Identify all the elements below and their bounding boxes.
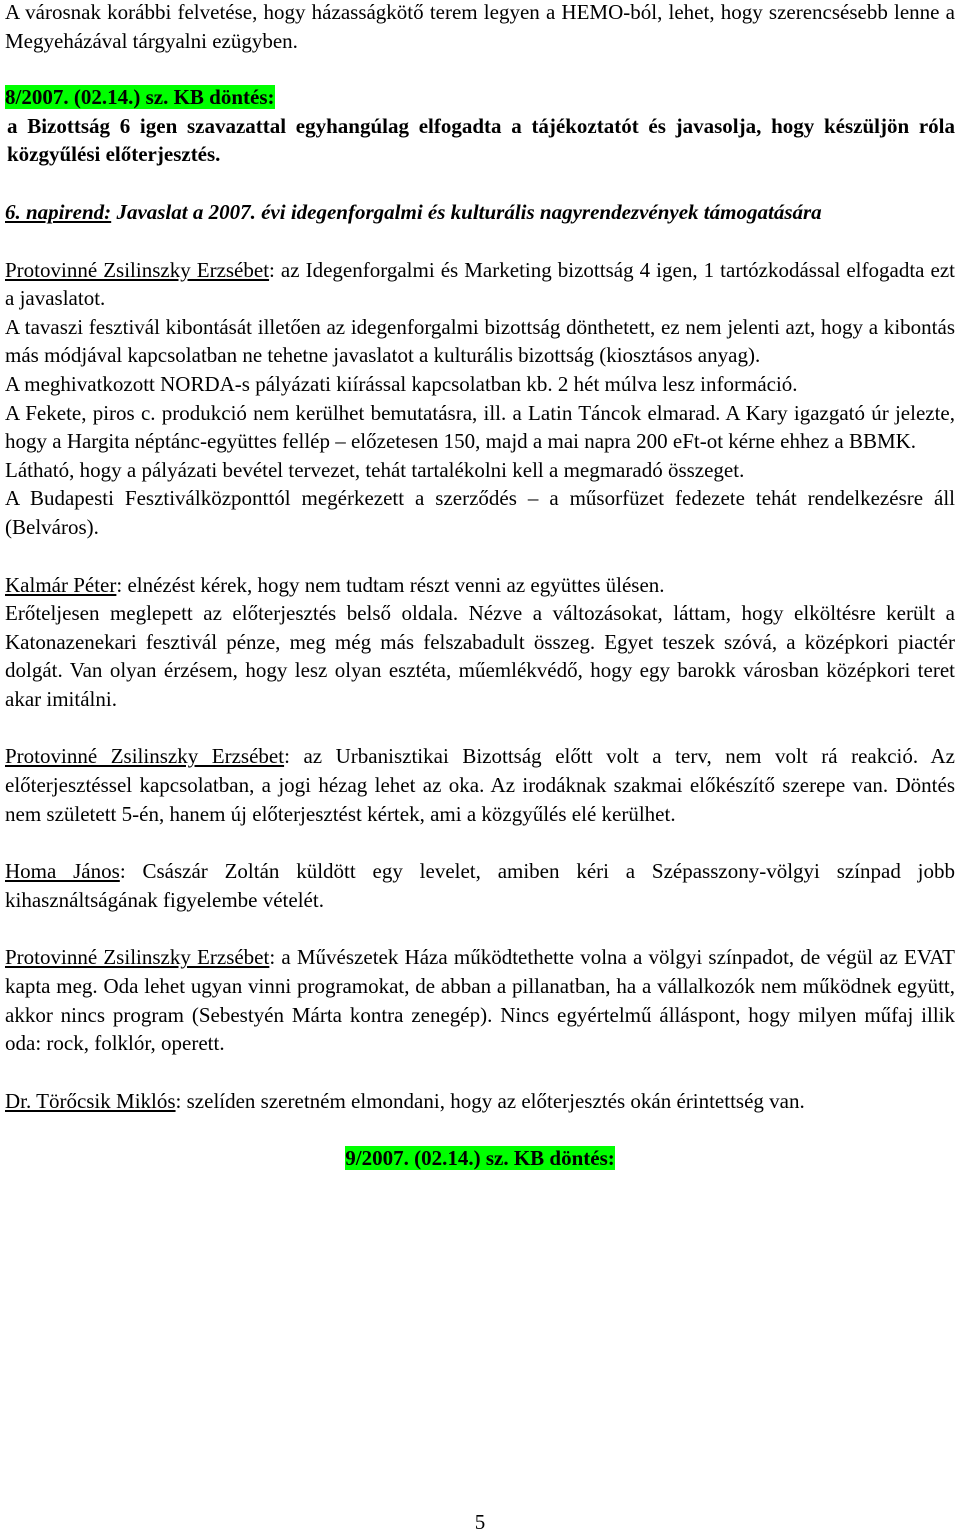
document-page	[5, 0, 955, 1173]
speaker-name: Homa János	[5, 859, 120, 884]
decision-number: 8/2007. (02.14.) sz. KB döntés:	[5, 85, 275, 110]
speaker-name: Dr. Törőcsik Miklós	[5, 1088, 176, 1113]
agenda-item	[5, 198, 955, 227]
speech-paragraph	[5, 742, 955, 828]
speech-paragraph	[5, 256, 955, 313]
speech-text: : az Idegenforgalmi és Marketing bizottság 4 igen, 1 tartózkodással elfogadta ezt a javaslatot.	[5, 257, 955, 311]
paragraph: A városnak korábbi felvetése, hogy házasságkötő terem legyen a HEMO-ból, lehet, hogy szerencsésebb lenne a Megyeházával tárgyalni ezügyben.	[5, 0, 955, 53]
decision-text: a Bizottság 6 igen szavazattal egyhangúlag elfogadta a tájékoztatót és javasolja, hogy készüljön róla közgyűlési előterjesztés.	[7, 113, 955, 167]
speech-paragraph	[5, 857, 955, 914]
decision-heading	[5, 1144, 955, 1173]
paragraph: Látható, hogy a pályázati bevétel tervezet, tehát tartalékolni kell a megmaradó összeget.	[5, 457, 745, 482]
paragraph: A meghivatkozott NORDA-s pályázati kiírással kapcsolatban kb. 2 hét múlva lesz információ.	[5, 371, 798, 396]
speaker-name: Protovinné Zsilinszky Erzsébet	[5, 945, 270, 970]
agenda-label: 6. napirend:	[5, 199, 112, 224]
paragraph: A Budapesti Fesztiválközponttól megérkezett a szerződés – a műsorfüzet fedezete tehát rendelkezésre áll (Belváros).	[5, 486, 955, 539]
decision-number: 9/2007. (02.14.) sz. KB döntés:	[345, 1146, 615, 1171]
speaker-name: Kalmár Péter	[5, 572, 117, 597]
speech-text: : Császár Zoltán küldött egy levelet, amiben kéri a Szépasszony-völgyi színpad jobb kihasználtságának figyelembe vételét.	[5, 859, 955, 912]
decision-heading	[5, 83, 955, 112]
speaker-name: Protovinné Zsilinszky Erzsébet	[5, 257, 270, 282]
speech-text: : elnézést kérek, hogy nem tudtam részt venni az együttes ülésen.	[116, 572, 665, 597]
page-number: 5	[474, 1510, 486, 1534]
paragraph: A Fekete, piros c. produkció nem kerülhet bemutatásra, ill. a Latin Táncok elmarad. A Kary igazgató úr jelezte, hogy a Hargita néptánc-együttes fellép – előzetesen 150, majd a mai napra 200 eFt-ot kérne ehhez a BBMK.	[5, 400, 955, 454]
paragraph: A tavaszi fesztivál kibontását illetően az idegenforgalmi bizottság dönthetett, ez nem jelenti azt, hogy a kibontás más módjával kapcsolatban ne tehetne javaslatot a kulturális bizottság (kiosztásos anyag).	[5, 314, 955, 368]
agenda-title: Javaslat a 2007. évi idegenforgalmi és kulturális nagyrendezvények támogatására	[111, 199, 822, 224]
speaker-name: Protovinné Zsilinszky Erzsébet	[5, 744, 285, 769]
speech-text: : szelíden szeretném elmondani, hogy az előterjesztés okán érintettség van.	[175, 1088, 805, 1113]
speech-paragraph	[5, 943, 955, 1057]
speech-paragraph	[5, 571, 955, 600]
speech-text: : a Művészetek Háza működtethette volna a völgyi színpadot, de végül az EVAT kapta meg. Oda lehet ugyan vinni programokat, de abban a pillanatban, ha a vállalkozók nem működnek együtt, akkor nincs program (Sebestyén Márta kontra zenegép). Nincs egyértelmű álláspont, hogy milyen műfaj illik oda: rock, folklór, operett.	[5, 945, 956, 1056]
speech-paragraph	[5, 1087, 955, 1116]
speech-text: : az Urbanisztikai Bizottság előtt volt a terv, nem volt rá reakció. Az előterjesztéssel kapcsolatban, a jogi hézag lehet az oka. Az irodáknak szakmai előkészítő szerepe van. Döntés nem született 5-én, hanem új előterjesztést kértek, ami a közgyűlés elé kerülhet.	[5, 744, 955, 826]
paragraph: Erőteljesen meglepett az előterjesztés belső oldala. Nézve a változásokat, láttam, hogy elköltésre került a Katonazenekari fesztivál pénze, meg még más felszabadult összeg. Egyet teszek szóvá, a középkori piactér dolgát. Van olyan érzésem, hogy lesz olyan esztéta, műemlékvédő, hogy egy barokk városban középkori teret akar imitálni.	[5, 601, 955, 711]
